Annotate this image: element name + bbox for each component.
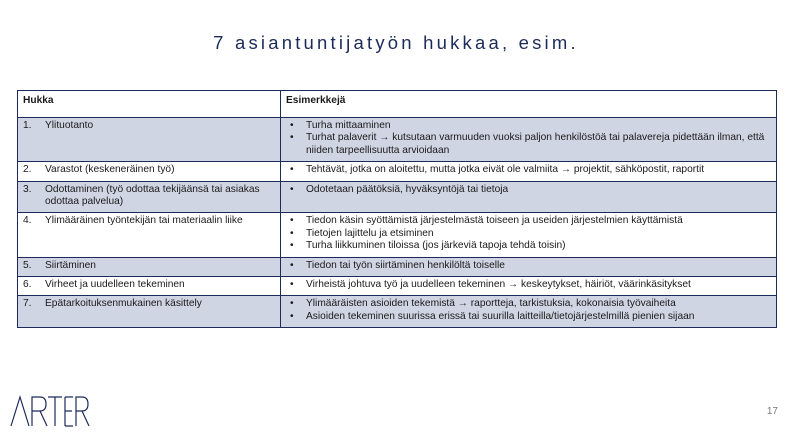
page-number: 17	[766, 406, 778, 417]
examples-cell	[281, 213, 777, 257]
examples-cell	[281, 181, 777, 213]
hukka-cell	[18, 277, 281, 296]
hukka-label: Odottaminen (työ odottaa tekijäänsä tai asiakas odottaa palvelua)	[45, 183, 260, 208]
hukka-cell	[18, 296, 281, 328]
table-row	[18, 162, 777, 181]
hukka-label: Ylituotanto	[45, 120, 94, 131]
examples-list	[286, 260, 771, 272]
hukka-label: Siirtäminen	[45, 259, 96, 271]
column-header-hukka: Hukka	[18, 91, 281, 118]
table-row	[18, 296, 777, 328]
table-row	[18, 257, 777, 276]
example-item: • Tietojen lajittelu ja etsiminen	[286, 228, 771, 240]
arter-logo	[10, 394, 90, 428]
hukka-label: Epätarkoituksenmukainen käsittely	[45, 298, 202, 310]
example-item: • Tehtävät, jotka on aloitettu, mutta jotka eivät ole valmiita → projektit, sähköpostit, raportit	[286, 164, 771, 176]
examples-list	[286, 164, 771, 176]
table-row	[18, 213, 777, 257]
hukka-number: 5.	[23, 259, 32, 271]
hukka-label: Varastot (keskeneräinen työ)	[45, 164, 175, 176]
table-row	[18, 181, 777, 213]
example-item: • Turhat palaverit → kutsutaan varmuuden vuoksi paljon henkilöstöä tai palavereja pidettään ilman, että niiden tarpeellisuutta arvioidaan	[286, 132, 771, 157]
examples-list	[286, 120, 771, 157]
examples-list	[286, 215, 771, 252]
waste-table	[17, 90, 777, 328]
example-item: • Ylimääräisten asioiden tekemistä → raportteja, tarkistuksia, kokonaisia työvaiheita	[286, 298, 771, 310]
hukka-cell	[18, 181, 281, 213]
example-item: • Tiedon tai työn siirtäminen henkilöltä toiselle	[286, 260, 771, 272]
hukka-number: 7.	[23, 298, 32, 310]
hukka-cell	[18, 162, 281, 181]
column-header-esimerkkeja: Esimerkkejä	[281, 91, 777, 118]
examples-list	[286, 279, 771, 291]
hukka-cell-content	[23, 164, 275, 176]
hukka-cell-content	[23, 279, 275, 291]
hukka-cell-content	[23, 298, 275, 310]
hukka-number: 1.	[23, 120, 32, 131]
hukka-cell-content	[23, 260, 275, 272]
hukka-cell	[18, 213, 281, 257]
example-item: • Virheistä johtuva työ ja uudelleen tekeminen → keskeytykset, häiriöt, väärinkäsitykset	[286, 279, 771, 291]
hukka-number: 3.	[23, 183, 32, 195]
table-row	[18, 277, 777, 296]
examples-cell	[281, 277, 777, 296]
table-body	[18, 118, 777, 328]
hukka-number: 4.	[23, 215, 32, 227]
table-header-row	[18, 91, 777, 118]
hukka-cell	[18, 118, 281, 162]
hukka-label: Virheet ja uudelleen tekeminen	[45, 279, 185, 291]
table-row	[18, 118, 777, 162]
example-item: • Tiedon käsin syöttämistä järjestelmästä toiseen ja useiden järjestelmien käyttämistä	[286, 215, 771, 227]
hukka-cell-content	[23, 120, 275, 132]
example-item: • Odotetaan päätöksiä, hyväksyntöjä tai tietoja	[286, 184, 771, 196]
hukka-number: 6.	[23, 279, 32, 291]
examples-cell	[281, 162, 777, 181]
examples-cell	[281, 118, 777, 162]
example-item: • Turha liikkuminen tiloissa (jos järkeviä tapoja tehdä toisin)	[286, 240, 771, 252]
examples-cell	[281, 257, 777, 276]
examples-list	[286, 184, 771, 196]
example-item: • Asioiden tekeminen suurissa erissä tai suurilla laitteilla/tietojärjestelmillä pienien sijaan	[286, 311, 771, 323]
hukka-cell	[18, 257, 281, 276]
slide-title: 7 asiantuntijatyön hukkaa, esim.	[213, 32, 579, 53]
hukka-number: 2.	[23, 164, 32, 176]
hukka-cell-content	[23, 215, 275, 227]
hukka-cell-content	[23, 184, 275, 209]
examples-list	[286, 298, 771, 323]
example-item: • Turha mittaaminen	[286, 120, 771, 132]
hukka-label: Ylimääräinen työntekijän tai materiaalin liike	[45, 215, 243, 227]
examples-cell	[281, 296, 777, 328]
